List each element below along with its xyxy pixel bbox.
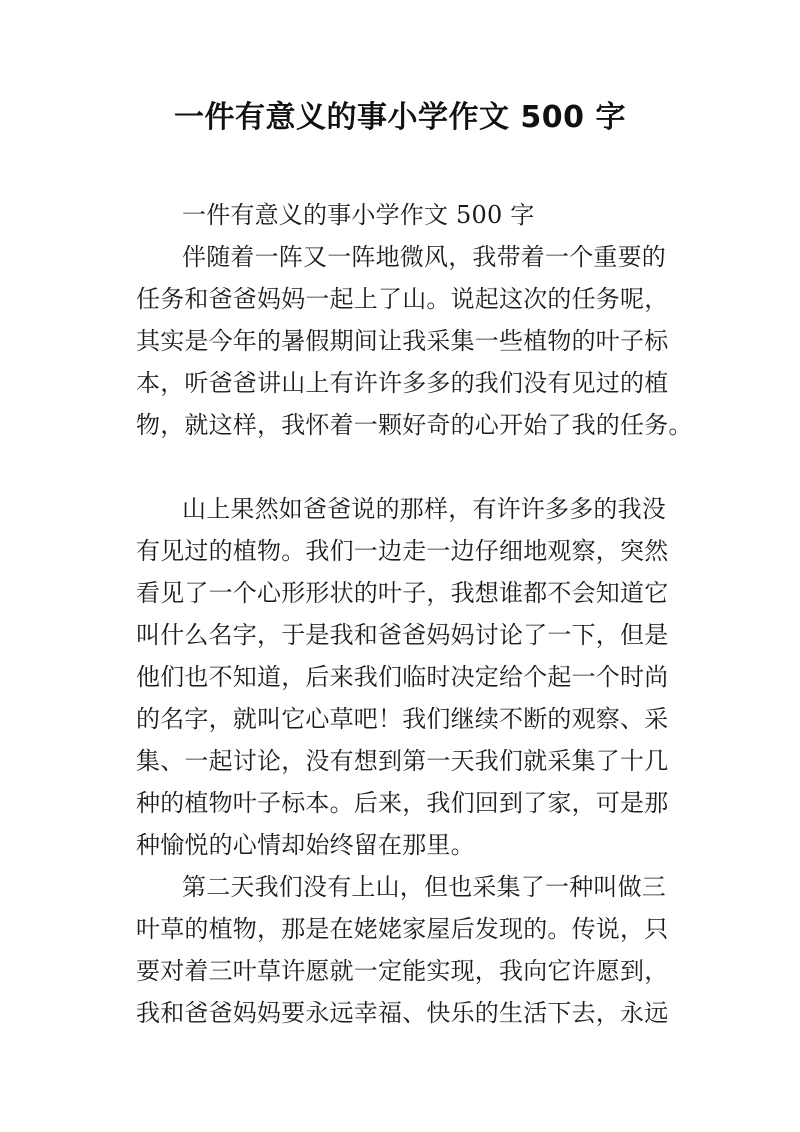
paragraph-2-line-2: 有见过的植物。我们一边走一边仔细地观察，突然 bbox=[136, 537, 669, 565]
subtitle-line: 一件有意义的事小学作文 500 字 bbox=[182, 201, 535, 229]
paragraph-1-line-2: 任务和爸爸妈妈一起上了山。说起这次的任务呢， bbox=[136, 285, 669, 313]
paragraph-2-line-1: 山上果然如爸爸说的那样，有许许多多的我没 bbox=[182, 495, 666, 523]
paragraph-3-line-1: 第二天我们没有上山，但也采集了一种叫做三 bbox=[182, 873, 666, 901]
paragraph-2-line-7: 集、一起讨论，没有想到第一天我们就采集了十几 bbox=[136, 747, 669, 775]
paragraph-3-line-2: 叶草的植物，那是在姥姥家屋后发现的。传说，只 bbox=[136, 915, 669, 943]
paragraph-3-line-4: 我和爸爸妈妈要永远幸福、快乐的生活下去，永远 bbox=[136, 999, 669, 1027]
paragraph-1-line-3: 其实是今年的暑假期间让我采集一些植物的叶子标 bbox=[136, 327, 669, 355]
paragraph-2-line-3: 看见了一个心形形状的叶子，我想谁都不会知道它 bbox=[136, 579, 669, 607]
paragraph-2-line-6: 的名字，就叫它心草吧！我们继续不断的观察、采 bbox=[136, 705, 669, 733]
paragraph-2-line-8: 种的植物叶子标本。后来，我们回到了家，可是那 bbox=[136, 789, 669, 817]
document-title: 一件有意义的事小学作文 500 字 bbox=[173, 100, 626, 135]
paragraph-gap bbox=[136, 446, 676, 488]
paragraph-1-line-1: 伴随着一阵又一阵地微风，我带着一个重要的 bbox=[182, 243, 666, 271]
paragraph-2-line-4: 叫什么名字，于是我和爸爸妈妈讨论了一下，但是 bbox=[136, 621, 669, 649]
paragraph-2-line-5: 他们也不知道，后来我们临时决定给个起一个时尚 bbox=[136, 663, 669, 691]
paragraph-2-line-9: 种愉悦的心情却始终留在那里。 bbox=[136, 831, 475, 859]
paragraph-3-line-3: 要对着三叶草许愿就一定能实现，我向它许愿到， bbox=[136, 957, 669, 985]
paragraph-1-line-5: 物，就这样，我怀着一颗好奇的心开始了我的任务。 bbox=[136, 411, 693, 439]
paragraph-1-line-4: 本，听爸爸讲山上有许许多多的我们没有见过的植 bbox=[136, 369, 669, 397]
document-body bbox=[136, 194, 693, 1034]
